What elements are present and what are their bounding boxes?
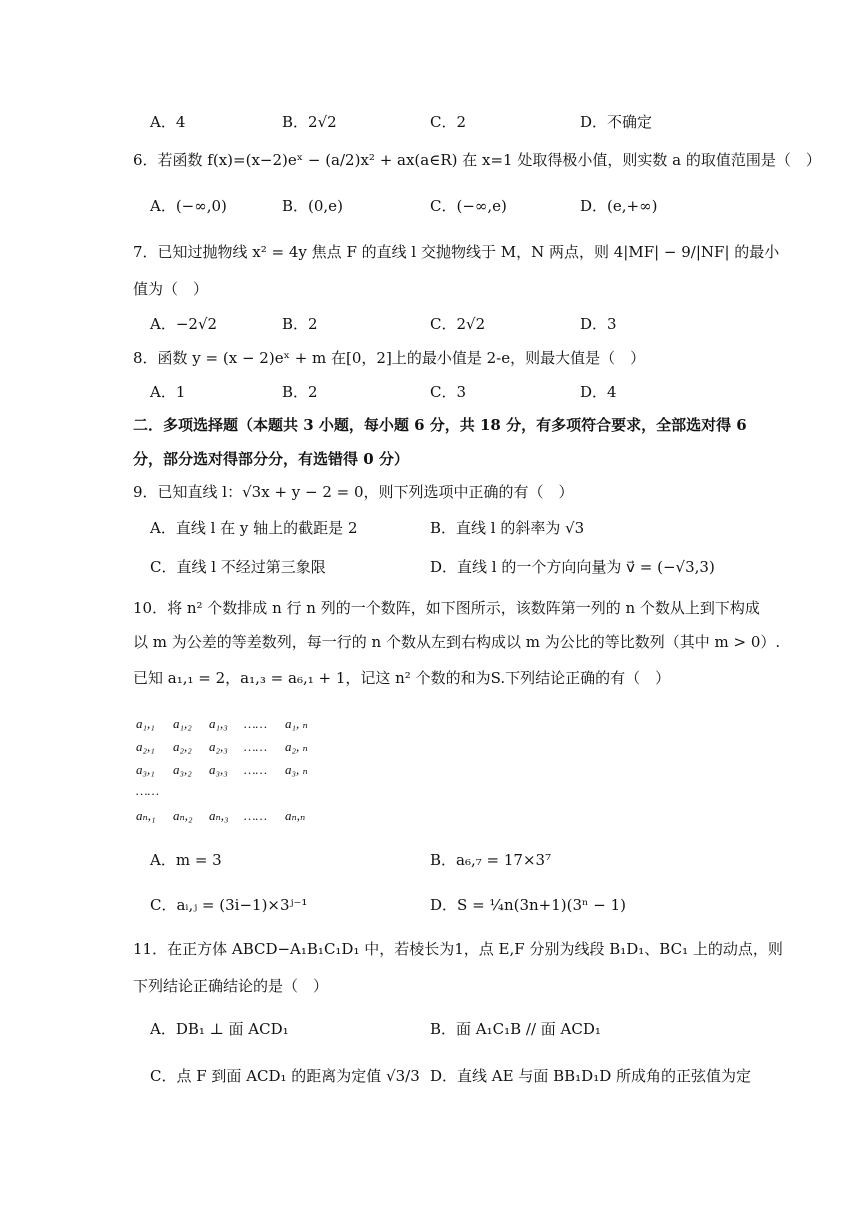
q10-stem-line1: 10．将 n² 个数排成 n 行 n 列的一个数阵，如下图所示，该数阵第一列的 n 个数从上到下构成 xyxy=(133,599,760,617)
matrix-cell: …… xyxy=(244,808,268,823)
section2-heading-line1: 二．多项选择题（本题共 3 小题，每小题 6 分，共 18 分，有多项符合要求，全部选对得 6 xyxy=(133,416,747,434)
q6-option-d: D．(e,+∞) xyxy=(580,197,658,215)
matrix-cell: a₃, ₙ xyxy=(285,762,308,777)
q11-stem-line2: 下列结论正确结论的是（ ） xyxy=(133,977,329,995)
q5-option-c: C．2 xyxy=(430,113,467,131)
matrix-cell: a₂,₁ xyxy=(136,739,155,754)
matrix-cell: a₂,₂ xyxy=(173,739,192,754)
matrix-ellipsis-row: …… xyxy=(136,783,160,798)
q11-option-c: C．点 F 到面 ACD₁ 的距离为定值 √3/3 xyxy=(150,1067,420,1085)
matrix-cell: a₁,₁ xyxy=(136,716,155,731)
q11-stem-line1: 11．在正方体 ABCD−A₁B₁C₁D₁ 中，若棱长为1，点 E,F 分别为线段 B₁D₁、BC₁ 上的动点，则 xyxy=(133,940,783,958)
q7-option-d: D．3 xyxy=(580,315,617,333)
q10-stem-line3: 已知 a₁,₁ = 2，a₁,₃ = a₆,₁ + 1，记这 n² 个数的和为S.下列结论正确的有（ ） xyxy=(133,669,671,687)
matrix-cell: …… xyxy=(244,716,268,731)
q6-stem: 6．若函数 f(x)=(x−2)eˣ − (a/2)x² + ax(a∈R) 在 x=1 处取得极小值，则实数 a 的取值范围是（ ） xyxy=(133,151,821,169)
matrix-cell: a₁, ₙ xyxy=(285,716,308,731)
q6-option-b: B．(0,e) xyxy=(282,197,343,215)
matrix-cell: a₃,₂ xyxy=(173,762,192,777)
matrix-cell: a₂,₃ xyxy=(209,739,228,754)
q9-option-c: C．直线 l 不经过第三象限 xyxy=(150,558,326,576)
matrix-cell: aₙ,ₙ xyxy=(285,808,306,823)
q10-stem-line2: 以 m 为公差的等差数列，每一行的 n 个数从左到右构成以 m 为公比的等比数列（其中 m > 0）. xyxy=(133,633,781,651)
q8-option-b: B．2 xyxy=(282,383,318,401)
q11-option-b: B．面 A₁C₁B // 面 ACD₁ xyxy=(430,1020,601,1038)
q7-option-a: A．−2√2 xyxy=(150,315,218,333)
matrix-cell: a₂, ₙ xyxy=(285,739,308,754)
q7-stem-line2: 值为（ ） xyxy=(133,280,209,298)
q7-option-b: B．2 xyxy=(282,315,318,333)
q10-option-b: B．a₆,₇ = 17×3⁷ xyxy=(430,851,552,869)
matrix-cell: a₁,₂ xyxy=(173,716,192,731)
q8-option-c: C．3 xyxy=(430,383,467,401)
matrix-cell: aₙ,₃ xyxy=(209,808,229,823)
q8-option-d: D．4 xyxy=(580,383,617,401)
q7-option-c: C．2√2 xyxy=(430,315,486,333)
q6-option-c: C．(−∞,e) xyxy=(430,197,507,215)
q6-option-a: A．(−∞,0) xyxy=(150,197,227,215)
q9-option-b: B．直线 l 的斜率为 √3 xyxy=(430,519,585,537)
q8-stem: 8．函数 y = (x − 2)eˣ + m 在[0，2]上的最小值是 2-e，则最大值是（ ） xyxy=(133,349,646,367)
q9-option-a: A．直线 l 在 y 轴上的截距是 2 xyxy=(150,519,358,537)
matrix-cell: a₃,₁ xyxy=(136,762,155,777)
q9-option-d: D．直线 l 的一个方向向量为 v⃗ = (−√3,3) xyxy=(430,558,715,576)
q5-option-d: D．不确定 xyxy=(580,113,653,131)
q5-option-b: B．2√2 xyxy=(282,113,337,131)
q5-option-a: A．4 xyxy=(150,113,186,131)
matrix-cell: a₁,₃ xyxy=(209,716,228,731)
matrix-cell: aₙ,₂ xyxy=(173,808,193,823)
q7-stem-line1: 7．已知过抛物线 x² = 4y 焦点 F 的直线 l 交抛物线于 M，N 两点，则 4|MF| − 9/|NF| 的最小 xyxy=(133,243,780,261)
q10-option-a: A．m = 3 xyxy=(150,851,222,869)
matrix-cell: aₙ,₁ xyxy=(136,808,156,823)
q11-option-a: A．DB₁ ⊥ 面 ACD₁ xyxy=(150,1020,289,1038)
q10-option-d: D．S = ¼n(3n+1)(3ⁿ − 1) xyxy=(430,896,627,914)
q11-option-d: D．直线 AE 与面 BB₁D₁D 所成角的正弦值为定 xyxy=(430,1067,752,1085)
matrix-cell: …… xyxy=(244,739,268,754)
q10-option-c: C．aᵢ,ⱼ = (3i−1)×3ʲ⁻¹ xyxy=(150,896,308,914)
q9-stem: 9．已知直线 l：√3x + y − 2 = 0，则下列选项中正确的有（ ） xyxy=(133,483,574,501)
q8-option-a: A．1 xyxy=(150,383,186,401)
section2-heading-line2: 分，部分选对得部分分，有选错得 0 分） xyxy=(133,450,409,468)
matrix-cell: …… xyxy=(244,762,268,777)
matrix-cell: a₃,₃ xyxy=(209,762,228,777)
